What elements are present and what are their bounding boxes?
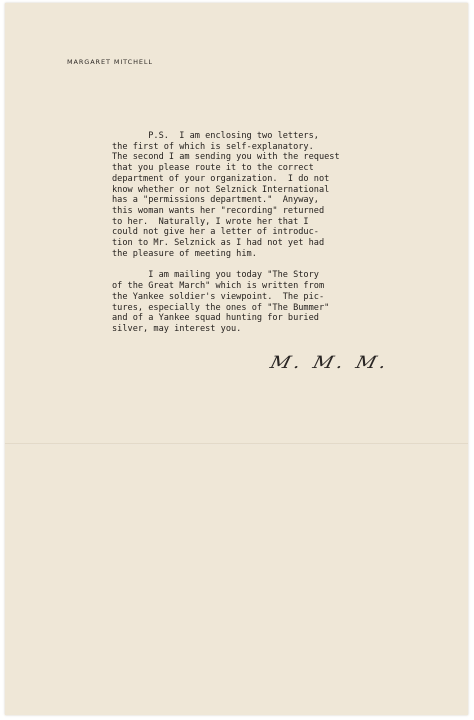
text-line: and of a Yankee squad hunting for buried — [112, 313, 319, 324]
paper-fold-line — [5, 443, 468, 445]
text-line: department of your organization. I do not — [112, 173, 330, 184]
text-line: silver, may interest you. — [112, 323, 242, 334]
text-line: has a "permissions department." Anyway, — [112, 195, 319, 206]
text-line: The second I am sending you with the request — [112, 152, 340, 163]
letter-page — [5, 3, 468, 715]
signature-initials: M. M. M. — [268, 353, 392, 373]
text-line: the pleasure of meeting him. — [112, 248, 257, 259]
letterhead-name: MARGARET MITCHELL — [67, 58, 153, 66]
text-line: know whether or not Selznick International — [112, 184, 330, 195]
mailing-paragraph — [112, 270, 442, 334]
text-line: I am mailing you today "The Story — [112, 270, 319, 281]
text-line: tures, especially the ones of "The Bummer" — [112, 302, 330, 313]
text-line: the first of which is self-explanatory. — [112, 141, 314, 152]
letter-body — [112, 131, 442, 335]
text-line: to her. Naturally, I wrote her that I — [112, 216, 309, 227]
text-line: P.S. I am enclosing two letters, — [112, 131, 319, 141]
postscript-paragraph — [112, 131, 442, 259]
text-line: of the Great March" which is written from — [112, 281, 325, 292]
text-line: tion to Mr. Selznick as I had not yet had — [112, 238, 325, 249]
text-line: the Yankee soldier's viewpoint. The pic- — [112, 291, 325, 302]
text-line: this woman wants her "recording" returned — [112, 205, 325, 216]
handwritten-signature — [268, 353, 392, 379]
text-line: could not give her a letter of introduc- — [112, 227, 319, 238]
paragraph-gap — [112, 259, 442, 270]
text-line: that you please route it to the correct — [112, 163, 314, 174]
